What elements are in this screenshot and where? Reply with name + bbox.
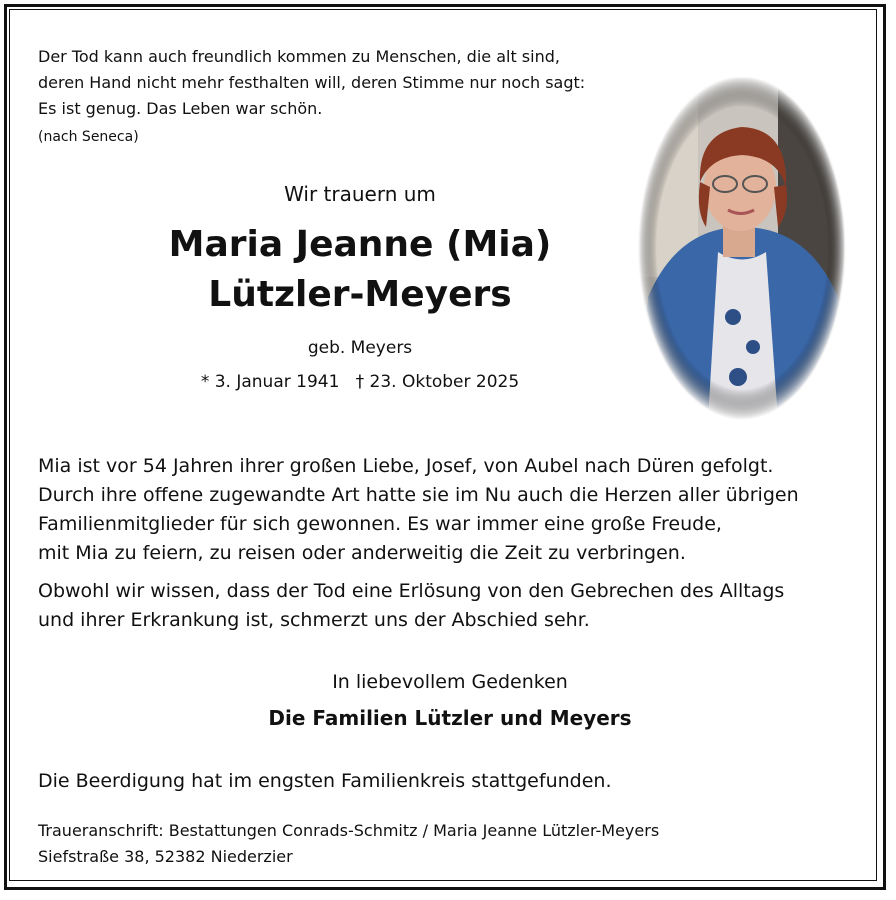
mourning-address bbox=[38, 818, 659, 870]
portrait-photo bbox=[638, 77, 846, 420]
body-line: mit Mia zu feiern, zu reisen oder anderweitig die Zeit zu verbringen. bbox=[38, 542, 686, 564]
address-line: Siefstraße 38, 52382 Niederzier bbox=[38, 847, 293, 866]
body-line: Mia ist vor 54 Jahren ihrer großen Liebe, Josef, von Aubel nach Düren gefolgt. bbox=[38, 455, 774, 477]
families-signature: Die Familien Lützler und Meyers bbox=[268, 706, 632, 730]
body-line: und ihrer Erkrankung ist, schmerzt uns der Abschied sehr. bbox=[38, 609, 590, 631]
body-paragraph-1 bbox=[38, 452, 799, 568]
quote-block bbox=[38, 44, 585, 122]
body-paragraph-2 bbox=[38, 577, 784, 635]
quote-line: Es ist genug. Das Leben war schön. bbox=[38, 99, 323, 118]
body-line: Durch ihre offene zugewandte Art hatte sie im Nu auch die Herzen aller übrigen bbox=[38, 484, 799, 506]
quote-line: Der Tod kann auch freundlich kommen zu Menschen, die alt sind, bbox=[38, 47, 560, 66]
birth-name: geb. Meyers bbox=[307, 338, 413, 358]
mourning-intro: Wir trauern um bbox=[284, 182, 436, 206]
body-line: Obwohl wir wissen, dass der Tod eine Erlösung von den Gebrechen des Alltags bbox=[38, 580, 785, 602]
funeral-note: Die Beerdigung hat im engsten Familienkreis stattgefunden. bbox=[38, 770, 612, 792]
body-line: Familienmitglieder für sich gewonnen. Es war immer eine große Freude, bbox=[38, 513, 722, 535]
name-line-2: Lützler-Meyers bbox=[208, 274, 512, 315]
memory-line: In liebevollem Gedenken bbox=[332, 671, 568, 693]
life-dates: * 3. Januar 1941 † 23. Oktober 2025 bbox=[200, 372, 520, 392]
quote-line: deren Hand nicht mehr festhalten will, deren Stimme nur noch sagt: bbox=[38, 73, 586, 92]
address-line: Traueranschrift: Bestattungen Conrads-Schmitz / Maria Jeanne Lützler-Meyers bbox=[38, 821, 660, 840]
deceased-name bbox=[80, 220, 640, 320]
name-line-1: Maria Jeanne (Mia) bbox=[168, 224, 552, 265]
quote-source: (nach Seneca) bbox=[38, 129, 139, 145]
